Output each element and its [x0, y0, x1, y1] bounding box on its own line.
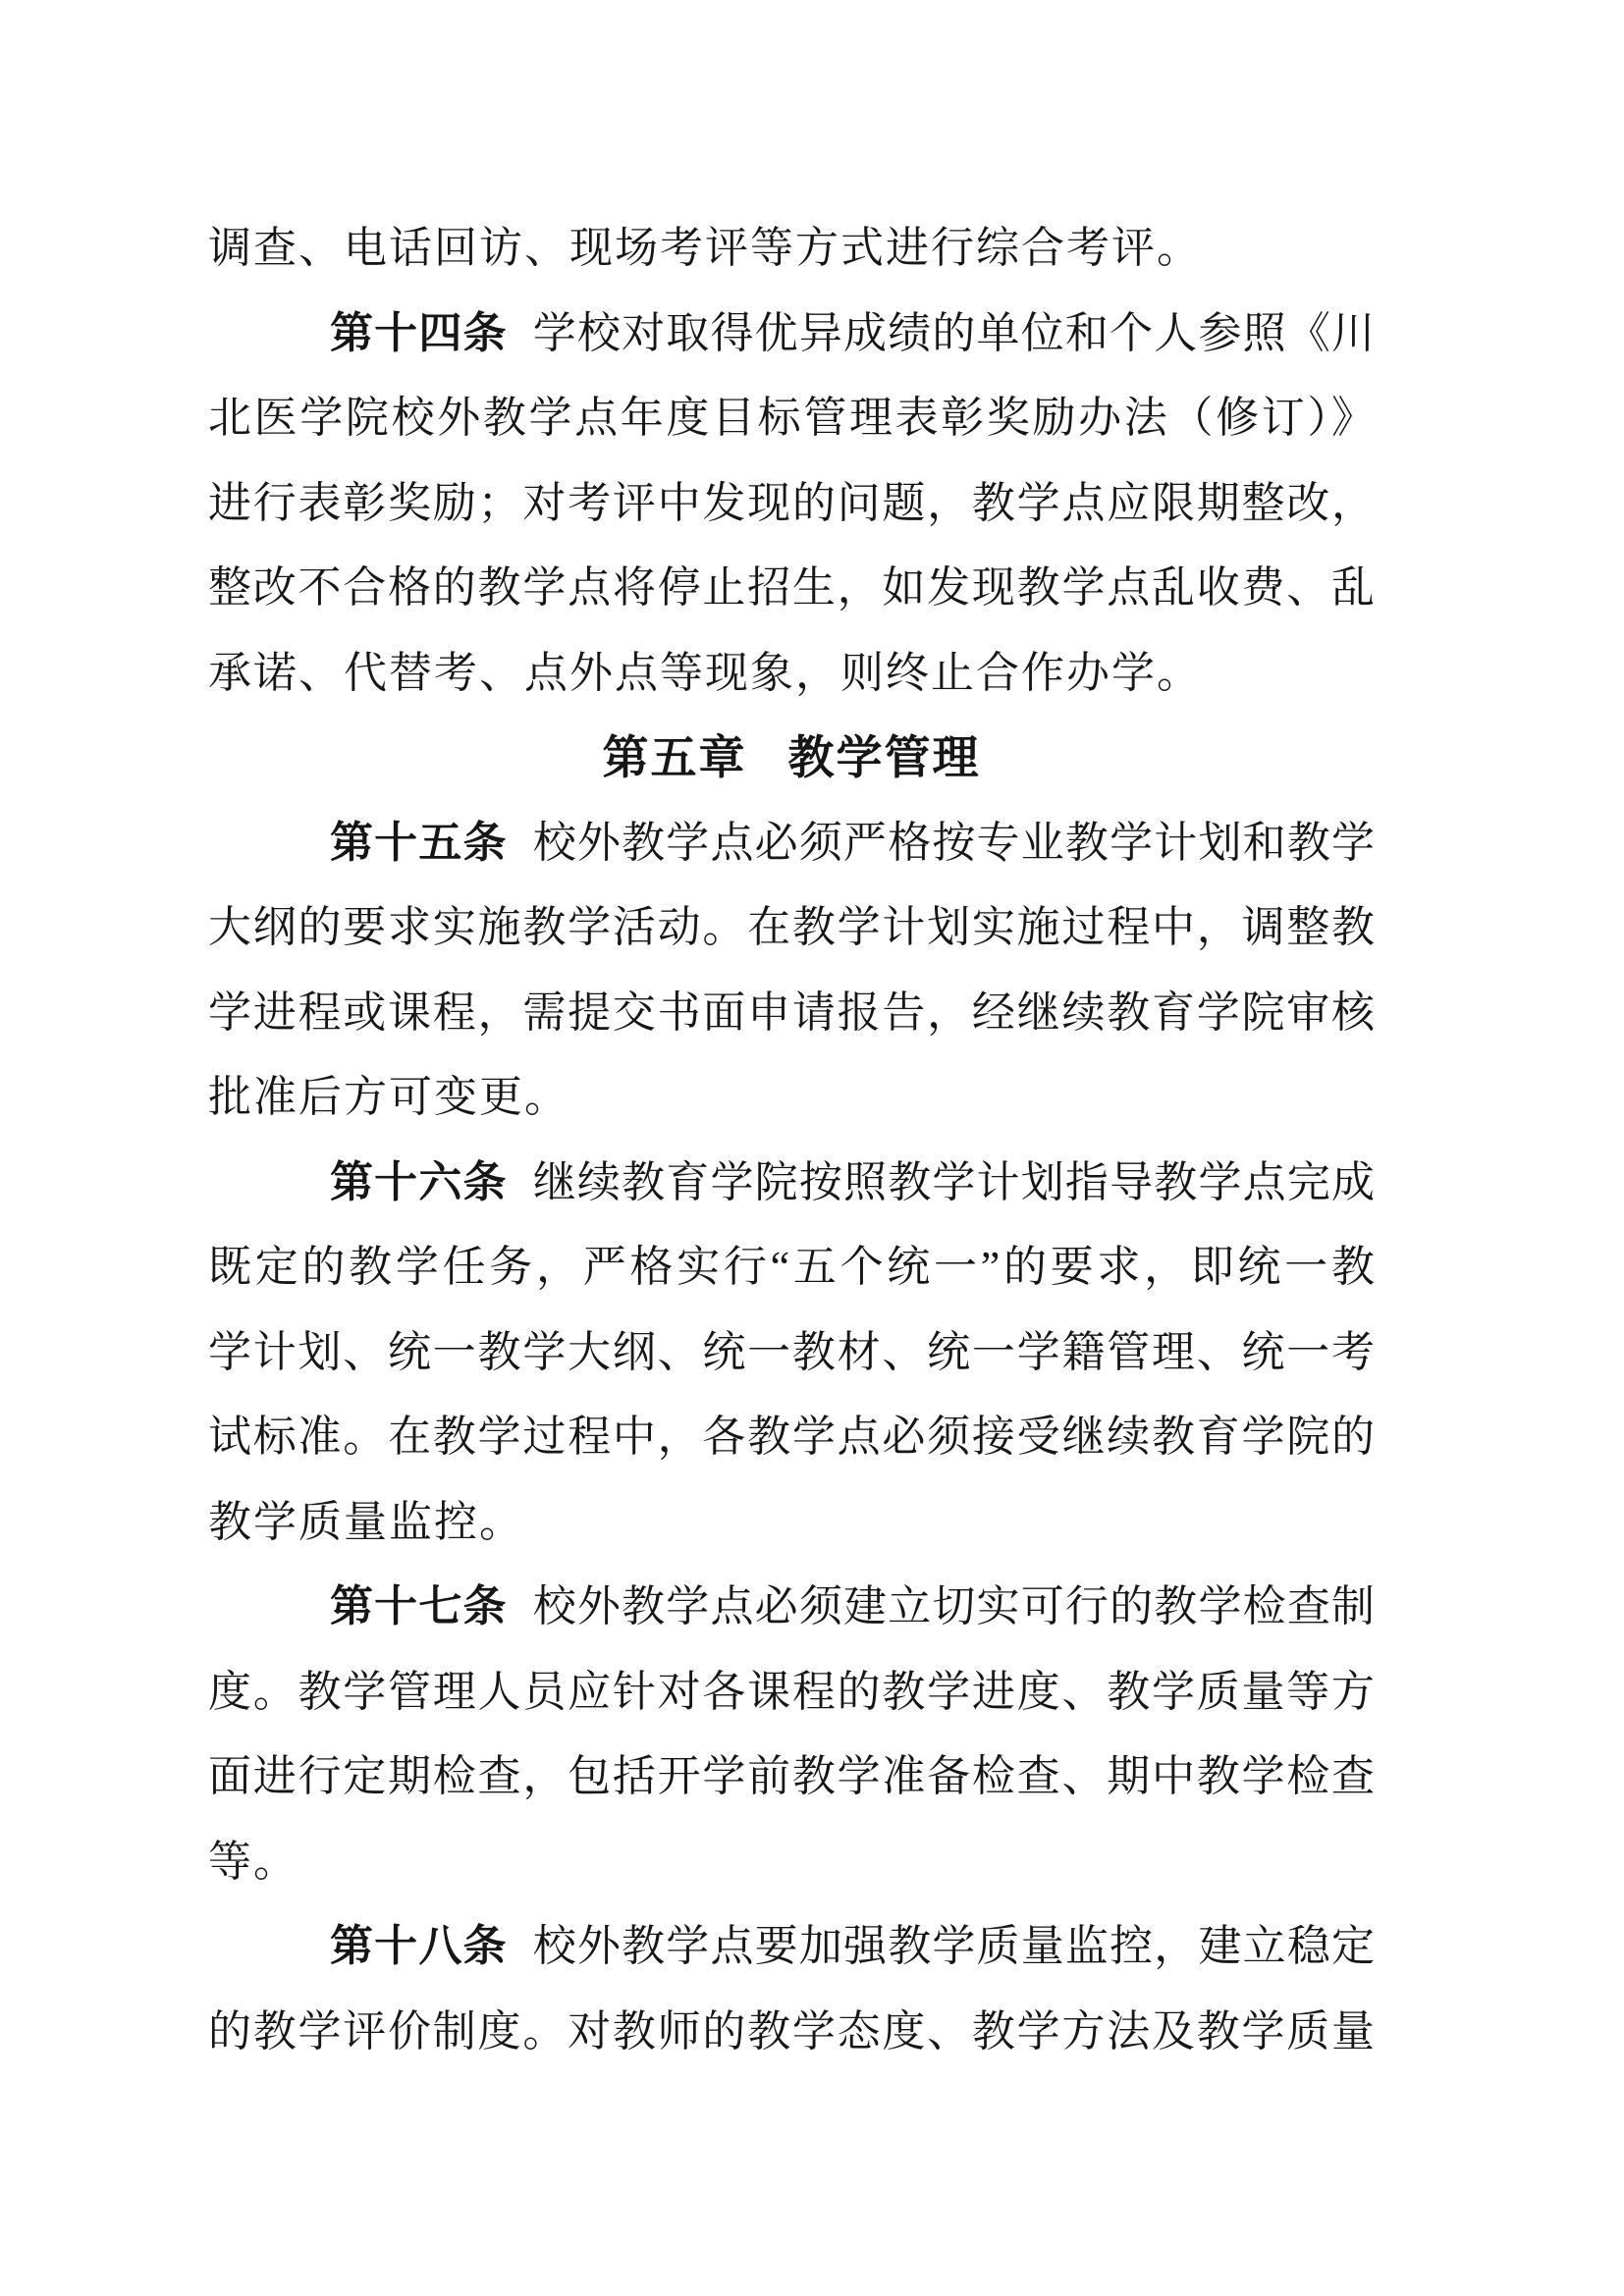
chapter-number: 第五章	[602, 731, 747, 783]
text-line-article-16	[208, 1141, 1375, 1226]
line-text: 批准后方可变更。	[208, 1073, 569, 1121]
line-text: 承诺、代替考、点外点等现象，则终止合作办学。	[208, 648, 1202, 697]
line-text: 学进程或课程，需提交书面申请报告，经继续教育学院审核	[208, 988, 1375, 1037]
line-text: 既定的教学任务，严格实行“五个统一”的要求，即统一教	[208, 1243, 1375, 1291]
text-line-article-17	[208, 1565, 1375, 1650]
text-line	[208, 461, 1375, 547]
text-line-article-15	[208, 801, 1375, 886]
line-text: 校外教学点必须建立切实可行的教学检查制	[532, 1582, 1376, 1630]
text-line	[208, 1310, 1375, 1396]
text-line	[208, 631, 1375, 717]
text-line	[208, 546, 1375, 631]
text-line	[208, 1480, 1375, 1566]
article-label: 第十四条	[330, 308, 508, 357]
line-text: 教学质量监控。	[208, 1497, 524, 1546]
line-text: 面进行定期检查，包括开学前教学准备检查、期中教学检查	[208, 1752, 1375, 1800]
text-line-article-18	[208, 1904, 1375, 1990]
text-line	[208, 1820, 1375, 1905]
text-line-article-14	[208, 292, 1375, 377]
document-body	[208, 206, 1375, 2074]
line-text: 学校对取得优异成绩的单位和个人参照《川	[532, 308, 1376, 357]
text-line	[208, 1225, 1375, 1310]
article-label: 第十八条	[330, 1922, 508, 1970]
chapter-title: 教学管理	[787, 731, 981, 783]
line-text: 校外教学点必须严格按专业教学计划和教学	[532, 818, 1376, 867]
text-line	[208, 1990, 1375, 2075]
text-line	[208, 1395, 1375, 1480]
line-text: 调查、电话回访、现场考评等方式进行综合考评。	[208, 224, 1202, 272]
article-label: 第十五条	[330, 818, 508, 867]
line-text: 等。	[208, 1837, 298, 1886]
line-text: 的教学评价制度。对教师的教学态度、教学方法及教学质量	[208, 2006, 1375, 2056]
line-text: 校外教学点要加强教学质量监控，建立稳定	[532, 1922, 1376, 1970]
text-line	[208, 376, 1375, 461]
line-text: 学计划、统一教学大纲、统一教材、统一学籍管理、统一考	[208, 1327, 1375, 1376]
line-text: 北医学院校外教学点年度目标管理表彰奖励办法（修订）》	[208, 394, 1375, 442]
line-text: 继续教育学院按照教学计划指导教学点完成	[532, 1157, 1376, 1206]
line-text: 整改不合格的教学点将停止招生，如发现教学点乱收费、乱	[208, 563, 1375, 612]
text-line	[208, 206, 1375, 292]
text-line	[208, 971, 1375, 1056]
article-label: 第十七条	[330, 1582, 508, 1630]
text-line	[208, 885, 1375, 971]
line-text: 度。教学管理人员应针对各课程的教学进度、教学质量等方	[208, 1667, 1375, 1716]
article-label: 第十六条	[330, 1157, 508, 1206]
line-text: 试标准。在教学过程中，各教学点必须接受继续教育学院的	[208, 1413, 1375, 1461]
text-line	[208, 1055, 1375, 1141]
line-text: 进行表彰奖励；对考评中发现的问题，教学点应限期整改，	[208, 478, 1375, 527]
text-line	[208, 1735, 1375, 1820]
line-text: 大纲的要求实施教学活动。在教学计划实施过程中，调整教	[208, 903, 1375, 951]
chapter-heading	[208, 716, 1375, 801]
text-line	[208, 1650, 1375, 1735]
